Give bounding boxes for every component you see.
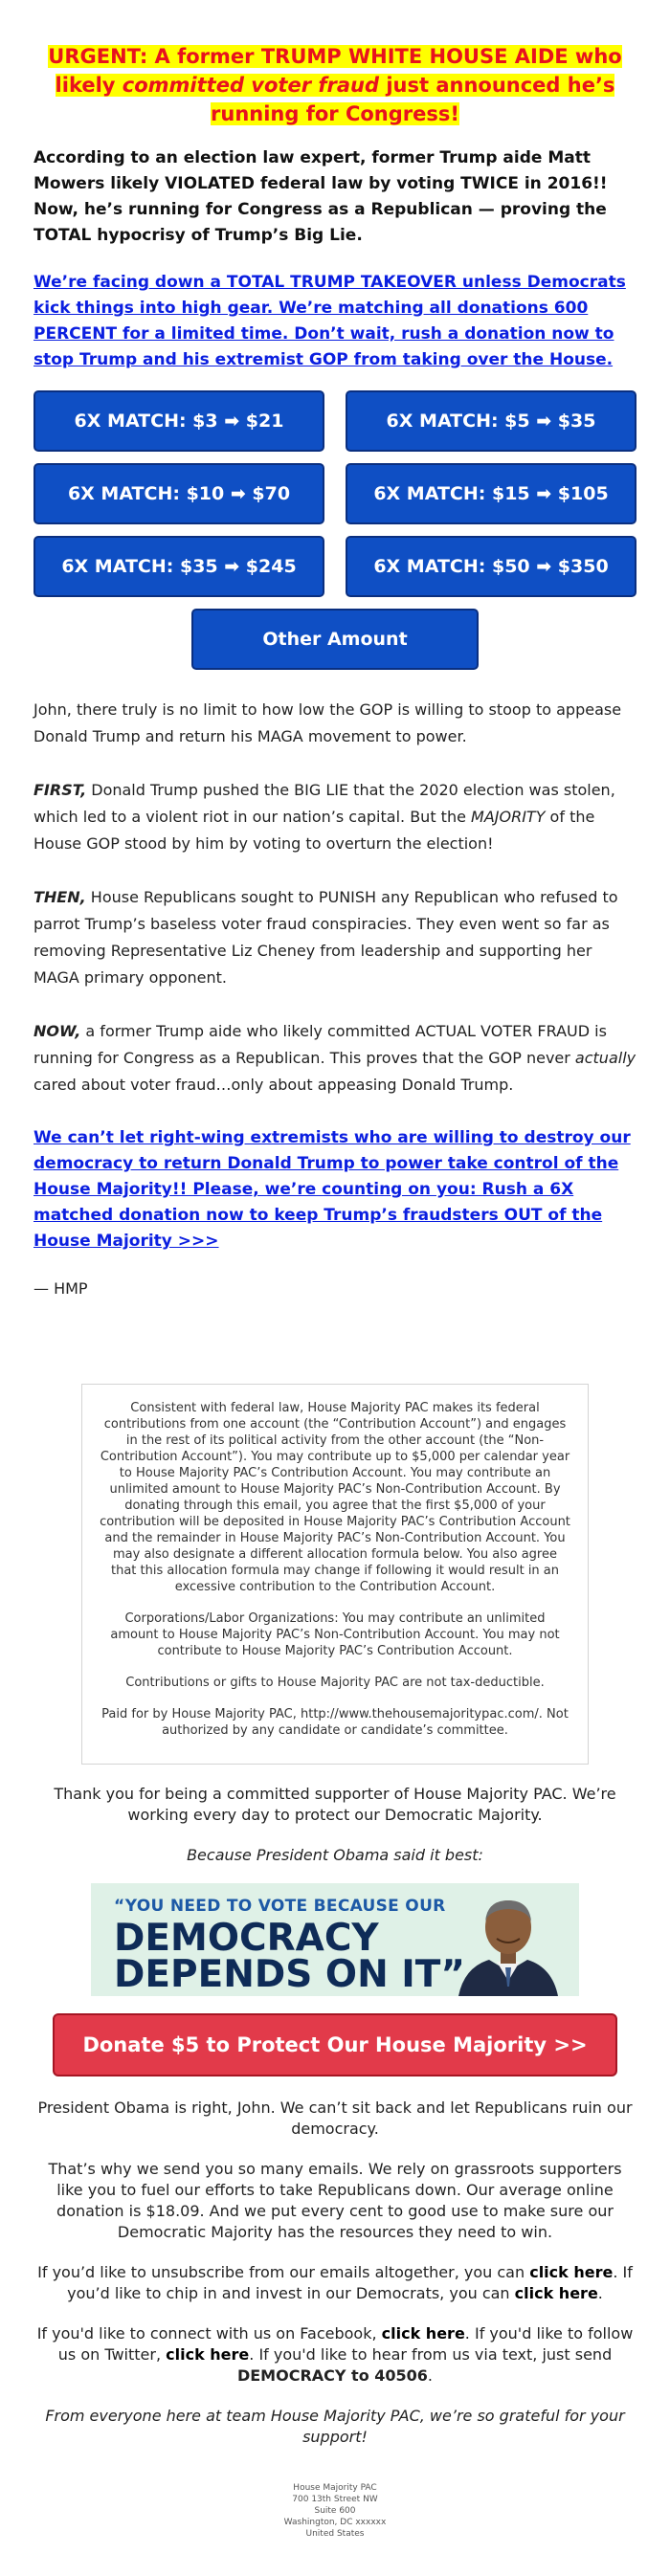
email-body (34, 0, 636, 2540)
body-paragraph-1: John, there truly is no limit to how low the GOP is willing to stoop to appease Donald Trump and return his MAGA movement to power. (34, 700, 622, 745)
body-paragraph-2: FIRST, Donald Trump pushed the BIG LIE that the 2020 election was stolen, which led to a violent riot in our nation’s capital. But the MAJORITY of the House GOP stood by him by voting to overturn the election! (34, 781, 615, 853)
closing-paragraph-1: President Obama is right, John. We can’t sit back and let Republicans ruin our democracy. (37, 2099, 633, 2138)
donate-35-button[interactable]: 6X MATCH: $35 ➡ $245 (34, 536, 324, 597)
disclaimer-corporations: Corporations/Labor Organizations: You may contribute an unlimited amount to House Majority PAC’s Non-Contribution Account. You may not contribute to House Majority PAC’s Contribution Account. (110, 1611, 560, 1658)
banner-quote-line1: DEMOCRACY (114, 1917, 379, 1960)
disclaimer-contribution: Consistent with federal law, House Majority PAC makes its federal contributions from one account (the “Contribution Account”) and engages in the rest of its political activity from the other account (the “Non-Contribution Account”). You may contribute up to $5,000 per calendar year to House Majority PAC’s Contribution Account. You may contribute an unlimited amount to House Majority PAC’s Non-Contribution Account. By donating through this email, you agree that the first $5,000 of your contribution will be deposited in House Majority PAC’s Contribution Account and the remainder in House Majority PAC’s Non-Contribution Account. You may also designate a different allocation formula below. You also agree that this allocation formula may change if following it would result in an excessive contribution to the Contribution Account. (100, 1401, 570, 1594)
twitter-link[interactable]: click here (166, 2345, 250, 2364)
footer-address (34, 2482, 636, 2540)
footer-city: Washington, DC xxxxxx (283, 2518, 387, 2527)
donate-50-button[interactable]: 6X MATCH: $50 ➡ $350 (346, 536, 636, 597)
donate-10-button[interactable]: 6X MATCH: $10 ➡ $70 (34, 463, 324, 524)
legal-disclaimer (81, 1384, 589, 1765)
closing-paragraph-5: From everyone here at team House Majority PAC, we’re so grateful for your support! (45, 2407, 625, 2446)
obama-quote-banner (91, 1883, 579, 1996)
donate-appeal-link[interactable]: We’re facing down a TOTAL TRUMP TAKEOVER unless Democrats kick things into high gear. We’re matching all donations 600 PERCENT for a limited time. Don’t wait, rush a donation now to stop Trump and his extremist GOP from taking over the House. (34, 273, 626, 369)
disclaimer-paid-for: Paid for by House Majority PAC, http://www.thehousemajoritypac.com/. Not authorized by any candidate or candidate’s committee. (101, 1707, 569, 1738)
intro-paragraph: According to an election law expert, former Trump aide Matt Mowers likely VIOLATED federal law by voting TWICE in 2016!! Now, he’s running for Congress as a Republican — proving the TOTAL hypocrisy of Trump’s Big Lie. (34, 148, 608, 245)
obama-intro: Because President Obama said it best: (187, 1846, 483, 1864)
banner-quote-top: “YOU NEED TO VOTE BECAUSE OUR (114, 1897, 446, 1916)
donate-5-button[interactable]: 6X MATCH: $5 ➡ $35 (346, 390, 636, 452)
footer-suite: Suite 600 (314, 2506, 356, 2516)
footer-street: 700 13th Street NW (292, 2495, 378, 2504)
thanks-paragraph: Thank you for being a committed supporter of House Majority PAC. We’re working every day to protect our Democratic Majority. (54, 1785, 616, 1824)
donate-5-protect-button[interactable]: Donate $5 to Protect Our House Majority >> (53, 2013, 617, 2076)
footer-country: United States (305, 2529, 365, 2539)
headline-highlight: URGENT: A former TRUMP WHITE HOUSE AIDE who likely committed voter fraud just announced he’s running for Congress! (48, 45, 622, 125)
unsubscribe-link[interactable]: click here (529, 2263, 614, 2281)
closing-paragraph-2: That’s why we send you so many emails. We rely on grassroots supporters like you to fuel our efforts to take Republicans down. Our average online donation is $18.09. And we put every cent to good use to make sure our Democratic Majority has the resources they need to win. (48, 2160, 622, 2241)
chip-in-link[interactable]: click here (514, 2284, 598, 2302)
banner-quote-line2: DEPENDS ON IT” (114, 1953, 466, 1996)
donate-3-button[interactable]: 6X MATCH: $3 ➡ $21 (34, 390, 324, 452)
donate-button-grid (34, 390, 636, 609)
headline (34, 42, 636, 128)
body-paragraph-4: NOW, a former Trump aide who likely committed ACTUAL VOTER FRAUD is running for Congress as a Republican. This proves that the GOP never actually cared about voter fraud…only about appeasing Donald Trump. (34, 1022, 636, 1094)
footer-org: House Majority PAC (293, 2483, 377, 2493)
disclaimer-tax: Contributions or gifts to House Majority PAC are not tax-deductible. (125, 1676, 545, 1690)
donate-15-button[interactable]: 6X MATCH: $15 ➡ $105 (346, 463, 636, 524)
closing-paragraph-3: If you’d like to unsubscribe from our emails altogether, you can click here. If you’d like to chip in and invest in our Democrats, you can click here. (37, 2263, 633, 2302)
signature: — HMP (34, 1279, 88, 1298)
facebook-link[interactable]: click here (381, 2324, 465, 2343)
donate-closing-link[interactable]: We can’t let right-wing extremists who are willing to destroy our democracy to return Donald Trump to power take control of the House Majority!! Please, we’re counting on you: Rush a 6X matched donation now to keep Trump’s fraudsters OUT of the House Majority >>> (34, 1128, 631, 1251)
body-paragraph-3: THEN, House Republicans sought to PUNISH any Republican who refused to parrot Trump’s baseless voter fraud conspiracies. They even went so far as removing Representative Liz Cheney from leadership and supporting her MAGA primary opponent. (34, 888, 618, 987)
obama-portrait-image (451, 1891, 566, 1996)
other-amount-button[interactable]: Other Amount (191, 609, 479, 670)
closing-paragraph-4: If you'd like to connect with us on Facebook, click here. If you'd like to follow us on Twitter, click here. If you'd like to hear from us via text, just send DEMOCRACY to 40506. (36, 2324, 634, 2385)
